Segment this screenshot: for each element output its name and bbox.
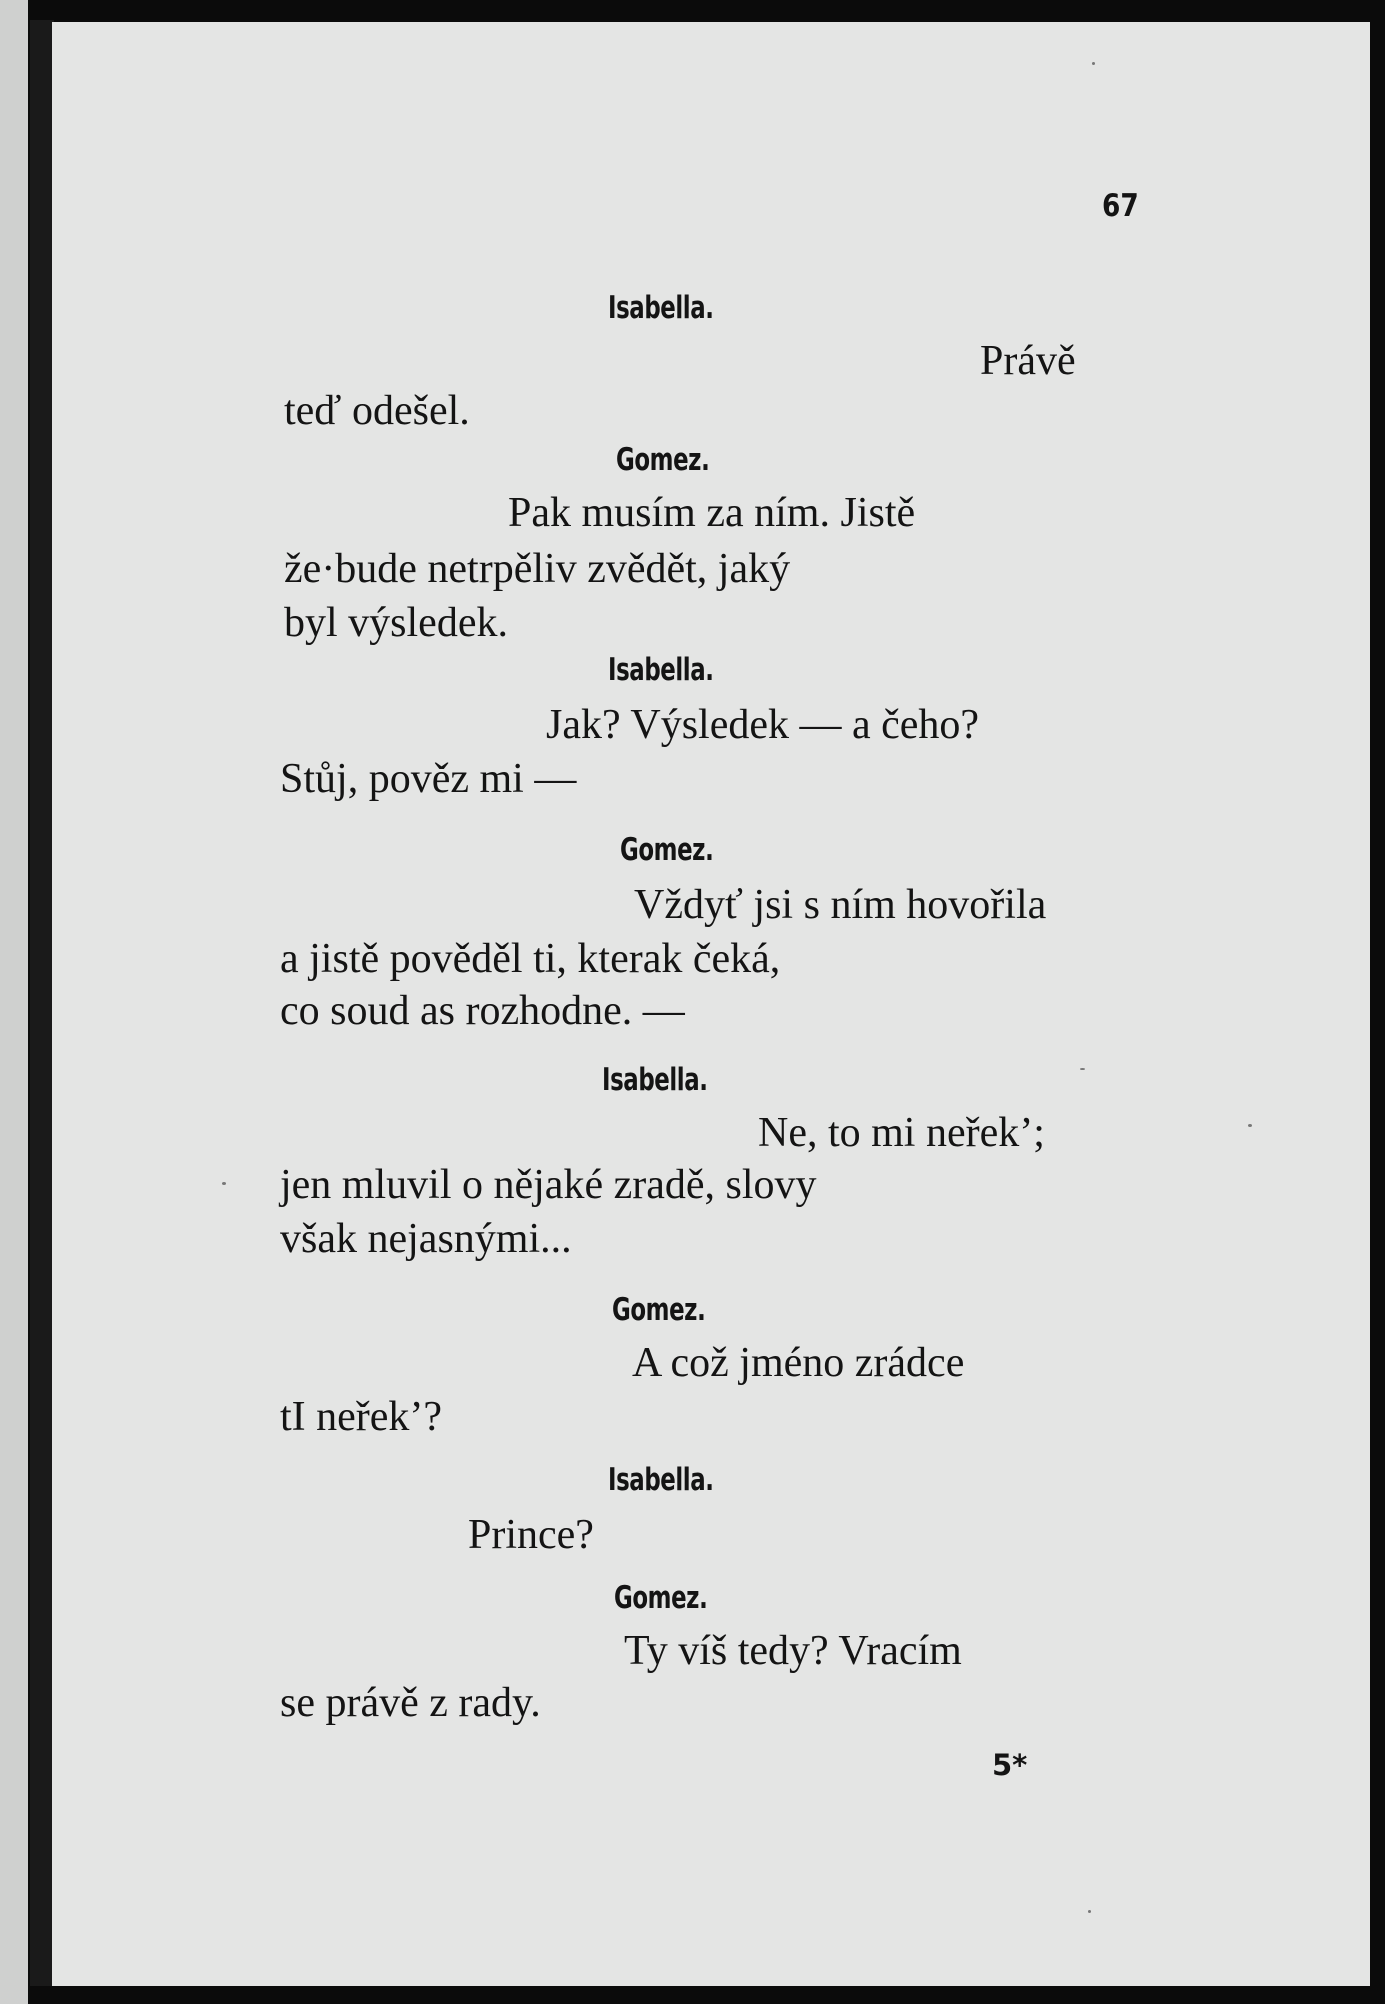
speaker-name: Isabella. xyxy=(602,1062,708,1098)
book-page xyxy=(52,22,1370,1986)
adjacent-page-edge xyxy=(0,0,28,2004)
paper-speck xyxy=(1092,62,1095,65)
page-shadow xyxy=(30,20,54,1986)
dialogue-line: A což jméno zrádce xyxy=(632,1340,965,1386)
dialogue-line: Ne, to mi neřek’; xyxy=(758,1110,1045,1156)
speaker-name: Isabella. xyxy=(608,652,714,688)
speaker-name: Gomez. xyxy=(616,442,710,478)
page-number: 67 xyxy=(1102,188,1139,224)
dialogue-line: teď odešel. xyxy=(284,388,470,434)
dialogue-line: Stůj, pověz mi — xyxy=(280,756,577,802)
paper-speck xyxy=(1080,1068,1085,1070)
speaker-name: Gomez. xyxy=(620,832,714,868)
dialogue-line: byl výsledek. xyxy=(284,600,508,646)
speaker-name: Gomez. xyxy=(614,1580,708,1616)
dialogue-line: Ty víš tedy? Vracím xyxy=(624,1628,962,1674)
dialogue-line: Jak? Výsledek — a čeho? xyxy=(546,702,980,748)
speaker-name: Isabella. xyxy=(608,1462,714,1498)
dialogue-line: a jistě pověděl ti, kterak čeká, xyxy=(280,936,781,982)
dialogue-line: jen mluvil o nějaké zradě, slovy xyxy=(280,1162,817,1208)
dialogue-line: Právě xyxy=(980,338,1076,384)
dialogue-line: však nejasnými... xyxy=(280,1216,572,1262)
dialogue-line: Prince? xyxy=(468,1512,594,1558)
paper-speck xyxy=(1088,1910,1091,1913)
dialogue-line: tI neřek’? xyxy=(280,1394,443,1440)
printer-signature: 5* xyxy=(992,1748,1028,1782)
dialogue-line: Vždyť jsi s ním hovořila xyxy=(634,882,1047,928)
dialogue-line: se právě z rady. xyxy=(280,1680,541,1726)
speaker-name: Isabella. xyxy=(608,290,714,326)
paper-speck xyxy=(1248,1124,1252,1127)
paper-speck xyxy=(222,1182,226,1185)
dialogue-line: že·bude netrpěliv zvědět, jaký xyxy=(284,546,791,592)
speaker-name: Gomez. xyxy=(612,1292,706,1328)
dialogue-line: co soud as rozhodne. — xyxy=(280,988,685,1034)
dialogue-line: Pak musím za ním. Jistě xyxy=(508,490,916,536)
